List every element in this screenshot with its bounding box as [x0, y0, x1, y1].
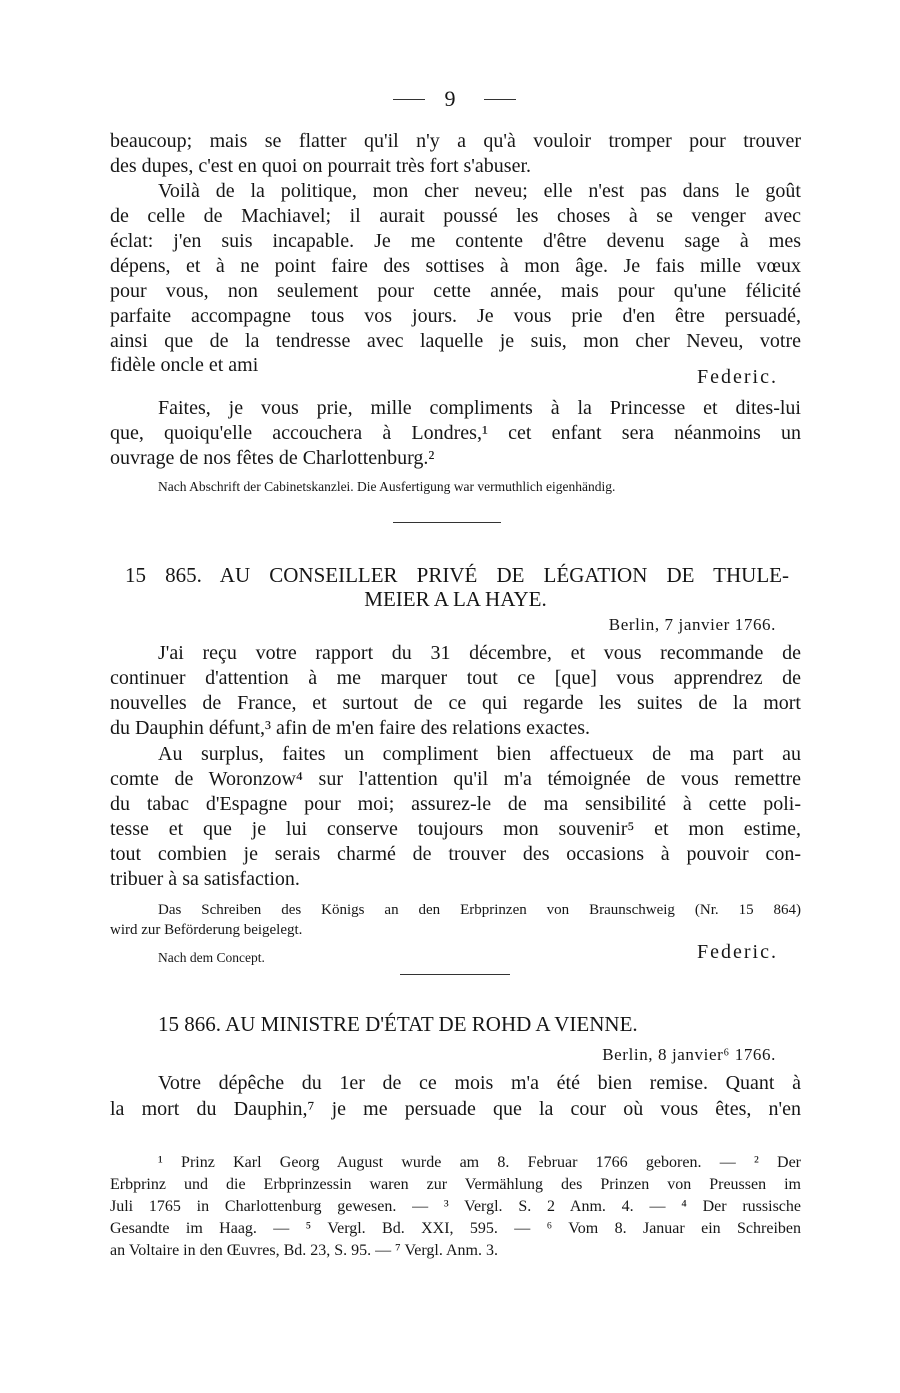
body-line: beaucoup; mais se flatter qu'il n'y a qu'à vouloir tromper pour trouver — [110, 130, 801, 152]
header-dash-right — [484, 99, 516, 100]
body-line: tribuer à sa satisfaction. — [110, 868, 300, 890]
body-line: tesse et que je lui conserve toujours mon souvenir⁵ et mon estime, — [110, 818, 801, 840]
body-line: Voilà de la politique, mon cher neveu; elle n'est pas dans le goût — [158, 180, 801, 202]
footnote-line: Juli 1765 in Charlottenburg gewesen. — ³ Vergl. S. 2 Anm. 4. — ⁴ Der russische — [110, 1198, 801, 1215]
body-line: Au surplus, faites un compliment bien affectueux de ma part au — [158, 743, 801, 765]
body-line: nouvelles de France, et surtout de ce qui regarde les suites de la mort — [110, 692, 801, 714]
body-line: fidèle oncle et ami — [110, 354, 259, 376]
footnote-line: an Voltaire in den Œuvres, Bd. 23, S. 95. — ⁷ Vergl. Anm. 3. — [110, 1242, 498, 1259]
body-line: continuer d'attention à me marquer tout ce [que] vous apprendrez de — [110, 667, 801, 689]
body-line: dépens, et à ne point faire des sottises à mon âge. Je fais mille vœux — [110, 255, 801, 277]
body-line: du tabac d'Espagne pour moi; assurez-le de ma sensibilité à cette poli- — [110, 793, 801, 815]
section-divider — [400, 974, 510, 975]
body-line: de celle de Machiavel; il aurait poussé les choses à se venger avec — [110, 205, 801, 227]
signature: Federic. — [697, 941, 778, 963]
postscript-line: Faites, je vous prie, mille compliments à la Princesse et dites-lui — [158, 397, 801, 419]
source-note: Nach dem Concept. — [158, 950, 265, 965]
body-line: tout combien je serais charmé de trouver des occasions à pouvoir con- — [110, 843, 801, 865]
dateline: Berlin, 7 janvier 1766. — [608, 615, 776, 634]
editorial-note: wird zur Beförderung beigelegt. — [110, 922, 303, 938]
body-line: éclat: j'en suis incapable. Je me contente d'être devenu sage à mes — [110, 230, 801, 252]
footnote-line: Erbprinz und die Erbprinzessin waren zur Vermählung des Prinzen von Preussen im — [110, 1176, 801, 1193]
body-line: des dupes, c'est en quoi on pourrait très fort s'abuser. — [110, 155, 531, 177]
body-line: du Dauphin défunt,³ afin de m'en faire des relations exactes. — [110, 717, 590, 739]
dateline: Berlin, 8 janvier⁶ 1766. — [602, 1045, 776, 1064]
footnote-line: Gesandte im Haag. — ⁵ Vergl. Bd. XXI, 595. — ⁶ Vom 8. Januar ein Schreiben — [110, 1220, 801, 1237]
postscript-line: ouvrage de nos fêtes de Charlottenburg.² — [110, 447, 435, 469]
body-line: J'ai reçu votre rapport du 31 décembre, et vous recommande de — [158, 642, 801, 664]
body-line: parfaite accompagne tous vos jours. Je vous prie d'en être persuadé, — [110, 305, 801, 327]
postscript-line: que, quoiqu'elle accouchera à Londres,¹ cet enfant sera néanmoins un — [110, 422, 801, 444]
signature: Federic. — [697, 366, 778, 388]
section-divider — [393, 522, 501, 523]
body-line: Votre dépêche du 1er de ce mois m'a été bien remise. Quant à — [158, 1072, 801, 1094]
footnote-line: ¹ Prinz Karl Georg August wurde am 8. Februar 1766 geboren. — ² Der — [158, 1154, 801, 1171]
body-line: pour vous, non seulement pour cette année, mais pour qu'une félicité — [110, 280, 801, 302]
editorial-note: Das Schreiben des Königs an den Erbprinzen von Braunschweig (Nr. 15 864) — [158, 902, 801, 918]
source-note: Nach Abschrift der Cabinetskanzlei. Die Ausfertigung war vermuthlich eigenhändig. — [158, 479, 616, 494]
body-line: ainsi que de la tendresse avec laquelle je suis, mon cher Neveu, votre — [110, 330, 801, 352]
letter-heading: 15 866. AU MINISTRE D'ÉTAT DE ROHD A VIENNE. — [158, 1012, 638, 1036]
page-number: 9 — [444, 86, 456, 111]
body-line: comte de Woronzow⁴ sur l'attention qu'il m'a témoignée de vous remettre — [110, 768, 801, 790]
letter-heading: 15 865. AU CONSEILLER PRIVÉ DE LÉGATION DE THULE- — [125, 563, 789, 587]
body-line: la mort du Dauphin,⁷ je me persuade que la cour où vous êtes, n'en — [110, 1098, 801, 1120]
letter-heading: MEIER A LA HAYE. — [364, 587, 547, 611]
